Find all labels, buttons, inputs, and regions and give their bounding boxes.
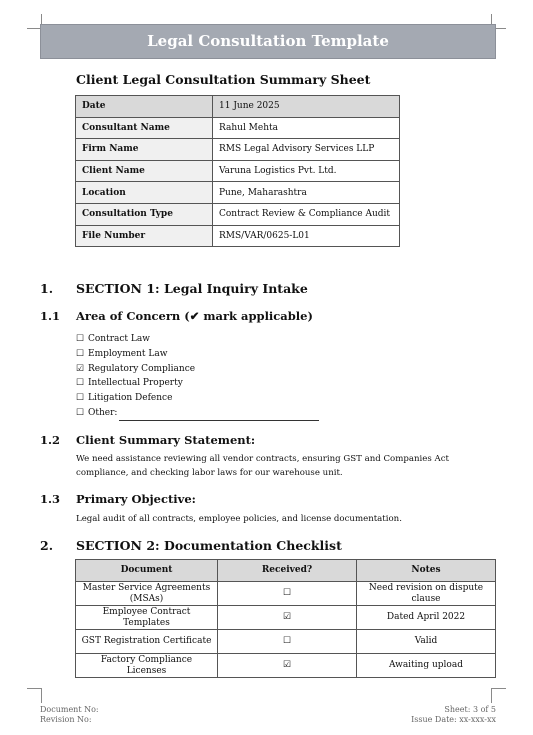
- checkbox-icon[interactable]: ☐: [76, 407, 85, 418]
- table-header-row: [76, 560, 496, 582]
- table-row: [76, 160, 400, 182]
- checklist-label: Intellectual Property: [88, 378, 183, 389]
- document-cell: Employee Contract Templates: [76, 606, 218, 630]
- document-number-label: Document No:: [40, 705, 99, 714]
- table-row: [76, 139, 400, 161]
- client-summary-text: We need assistance reviewing all vendor contracts, ensuring GST and Companies Act compliance, and checking labor laws for our warehouse unit.: [76, 454, 449, 478]
- info-value: Pune, Maharashtra: [213, 182, 400, 204]
- info-value: RMS Legal Advisory Services LLP: [213, 139, 400, 161]
- info-label: Location: [76, 182, 213, 204]
- table-row: [76, 654, 496, 678]
- document-cell: Factory Compliance Licenses: [76, 654, 218, 678]
- client-info-table: [75, 95, 400, 247]
- table-row: [76, 630, 496, 654]
- table-row: [76, 606, 496, 630]
- checkbox-icon[interactable]: ☐: [76, 334, 85, 344]
- document-cell: Master Service Agreements (MSAs): [76, 582, 218, 606]
- crop-mark-bottom-right: [491, 688, 506, 703]
- checklist-label: Employment Law: [88, 348, 168, 359]
- subsection-1-2-title: Client Summary Statement:: [76, 433, 256, 447]
- checklist-label: Litigation Defence: [88, 393, 173, 404]
- sheet-indicator: Sheet: 3 of 5: [444, 705, 496, 714]
- info-label: Date: [76, 96, 213, 118]
- column-header-received: Received?: [218, 560, 357, 582]
- primary-objective-text: Legal audit of all contracts, employee policies, and license documentation.: [76, 514, 402, 524]
- info-label: Client Name: [76, 160, 213, 182]
- concern-checklist: [76, 332, 319, 421]
- info-label: Consultation Type: [76, 203, 213, 225]
- table-row: [76, 225, 400, 247]
- checkbox-checked-icon[interactable]: ☑: [218, 606, 357, 630]
- table-row: [76, 582, 496, 606]
- crop-mark-bottom-left: [27, 688, 42, 703]
- other-blank-line[interactable]: [119, 411, 319, 421]
- revision-number-label: Revision No:: [40, 715, 92, 724]
- document-cell: GST Registration Certificate: [76, 630, 218, 654]
- table-row: [76, 96, 400, 118]
- section-1-number: 1.: [40, 281, 54, 296]
- checklist-label: Contract Law: [88, 334, 150, 344]
- summary-title: Client Legal Consultation Summary Sheet: [76, 72, 371, 87]
- subsection-1-3-title: Primary Objective:: [76, 492, 196, 506]
- notes-cell: Awaiting upload: [357, 654, 496, 678]
- info-label: Firm Name: [76, 139, 213, 161]
- notes-cell: Need revision on dispute clause: [357, 582, 496, 606]
- subsection-1-1-title: Area of Concern (✔ mark applicable): [76, 309, 313, 323]
- checkbox-icon[interactable]: ☐: [76, 393, 85, 404]
- documentation-checklist-table: [75, 559, 496, 678]
- checklist-label: Regulatory Compliance: [88, 363, 196, 374]
- checkbox-icon[interactable]: ☐: [218, 630, 357, 654]
- info-label: File Number: [76, 225, 213, 247]
- header-banner: Legal Consultation Template: [40, 24, 496, 59]
- checkbox-icon[interactable]: ☐: [76, 348, 85, 359]
- info-label: Consultant Name: [76, 117, 213, 139]
- info-value: Varuna Logistics Pvt. Ltd.: [213, 160, 400, 182]
- checklist-label: Other:: [88, 407, 118, 418]
- checklist-item: [76, 362, 319, 377]
- section-2-title: SECTION 2: Documentation Checklist: [76, 538, 342, 553]
- section-1-title: SECTION 1: Legal Inquiry Intake: [76, 281, 308, 296]
- subsection-1-3-number: 1.3: [40, 492, 61, 506]
- checkbox-checked-icon[interactable]: ☑: [76, 363, 85, 374]
- table-row: [76, 203, 400, 225]
- subsection-1-2-number: 1.2: [40, 433, 61, 447]
- checklist-item: [76, 391, 319, 406]
- checklist-item: [76, 376, 319, 391]
- section-2-number: 2.: [40, 538, 54, 553]
- checklist-item: [76, 406, 319, 421]
- table-row: [76, 117, 400, 139]
- table-row: [76, 182, 400, 204]
- checklist-item: [76, 347, 319, 362]
- checklist-item: [76, 332, 319, 347]
- column-header-document: Document: [76, 560, 218, 582]
- notes-cell: Dated April 2022: [357, 606, 496, 630]
- subsection-1-1-number: 1.1: [40, 309, 61, 323]
- checkbox-icon[interactable]: ☐: [218, 582, 357, 606]
- info-value: 11 June 2025: [213, 96, 400, 118]
- issue-date-label: Issue Date: xx-xxx-xx: [411, 715, 496, 724]
- column-header-notes: Notes: [357, 560, 496, 582]
- footer-right: [411, 705, 496, 725]
- info-value: Rahul Mehta: [213, 117, 400, 139]
- notes-cell: Valid: [357, 630, 496, 654]
- checkbox-icon[interactable]: ☐: [76, 378, 85, 389]
- info-value: RMS/VAR/0625-L01: [213, 225, 400, 247]
- footer-left: [40, 705, 99, 725]
- checkbox-checked-icon[interactable]: ☑: [218, 654, 357, 678]
- info-value: Contract Review & Compliance Audit: [213, 203, 400, 225]
